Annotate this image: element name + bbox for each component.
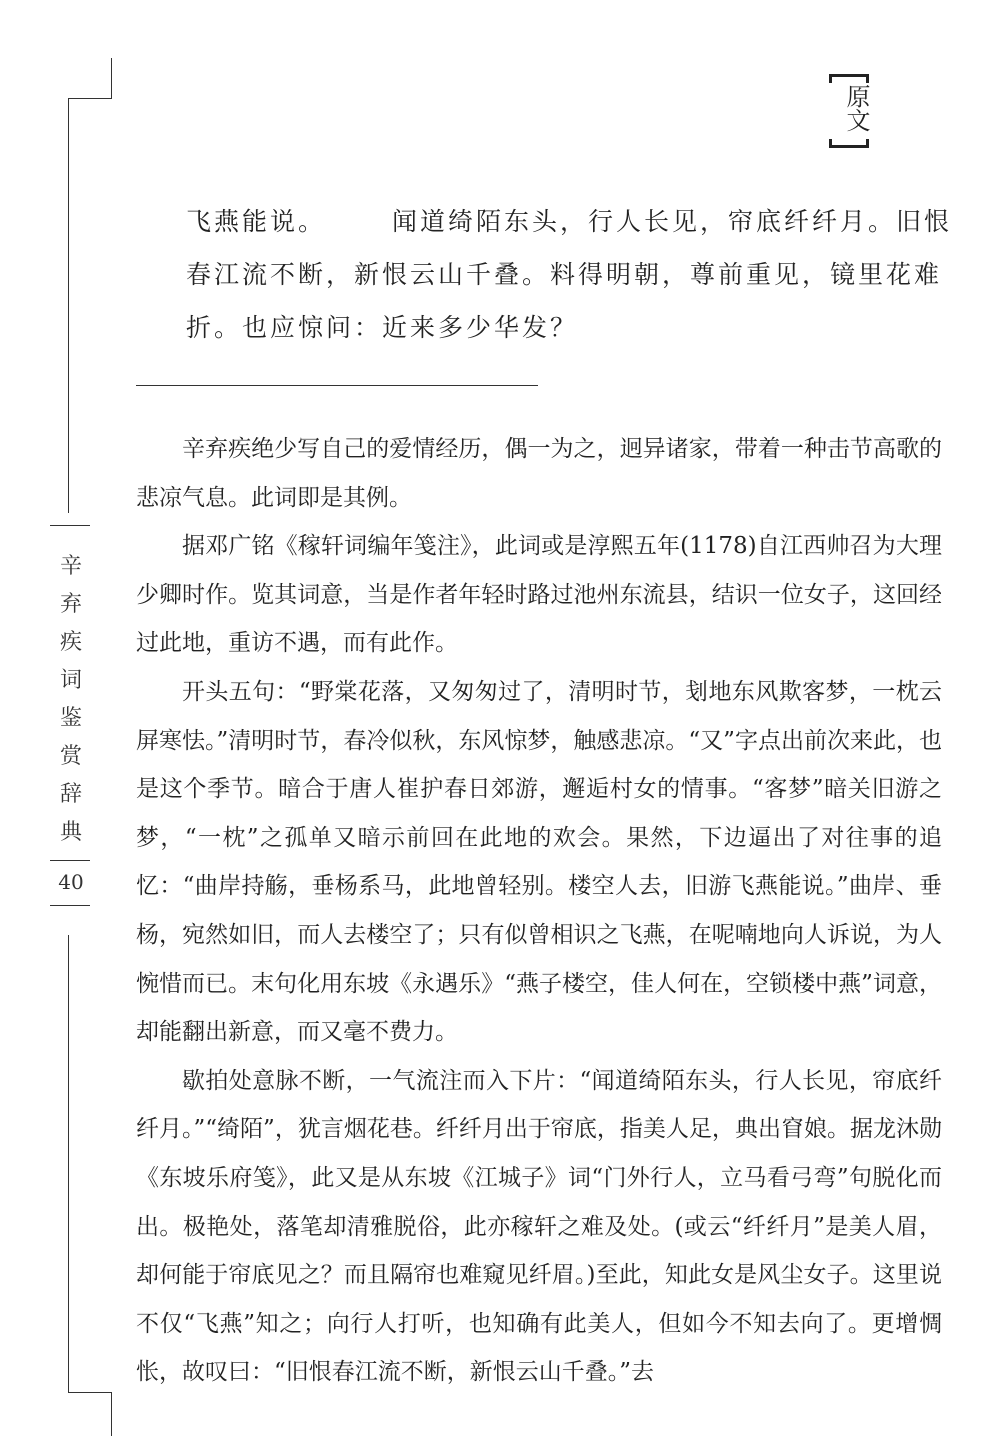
margin-rule-bottom-stub: [111, 1392, 112, 1436]
page-number: 40: [58, 870, 84, 894]
book-title-char: 弃: [59, 592, 82, 617]
section-label-text: 原文: [842, 84, 870, 132]
margin-divider-3: [50, 905, 90, 906]
margin-divider-1: [50, 525, 90, 526]
commentary-text: [136, 425, 942, 1397]
poem-line: 春江流不断，新恨云山千叠。料得明朝，尊前重见，镜里花难: [186, 260, 943, 289]
margin-rule-top-stub: [111, 58, 112, 99]
margin-divider-2: [50, 860, 90, 861]
poem-text: [186, 195, 953, 354]
book-title-char: 辛: [59, 554, 82, 579]
section-label: [829, 74, 870, 148]
section-label-bracket-bottom: [829, 139, 869, 148]
watermark: [2, 965, 62, 1215]
margin-tick-top: [68, 98, 112, 99]
book-title-char: 典: [59, 820, 82, 845]
book-title-char: 辞: [59, 782, 82, 807]
book-title-char: 鉴: [59, 706, 82, 731]
book-title-char: 赏: [59, 744, 82, 769]
paragraph: 开头五句：“野棠花落，又匆匆过了，清明时节，刬地东风欺客梦，一枕云屏寒怯。”清明时节，春冷似秋，东风惊梦，触感悲凉。“又”字点出前次来此，也是这个季节。暗合于唐人崔护春日郊游，邂逅村女的情事。“客梦”暗关旧游之梦，“一枕”之孤单又暗示前回在此地的欢会。果然，下边逼出了对往事的追忆：“曲岸持觞，垂杨系马，此地曾轻别。楼空人去，旧游飞燕能说。”曲岸、垂杨，宛然如旧，而人去楼空了；只有似曾相识之飞燕，在呢喃地向人诉说，为人惋惜而已。末句化用东坡《永遇乐》“燕子楼空，佳人何在，空锁楼中燕”词意，却能翻出新意，而又毫不费力。: [136, 678, 942, 1046]
paragraph: 据邓广铭《稼轩词编年笺注》，此词或是淳熙五年(1178)自江西帅召为大理少卿时作。览其词意，当是作者年轻时路过池州东流县，结识一位女子，这回经过此地，重访不遇，而有此作。: [136, 533, 942, 657]
margin-rule-top: [68, 98, 69, 513]
paragraph: 辛弃疾绝少写自己的爱情经历，偶一为之，迥异诸家，带着一种击节高歌的悲凉气息。此词即是其例。: [136, 436, 942, 511]
margin-tick-bottom: [68, 1392, 112, 1393]
poem-line: 折。也应惊问：近来多少华发？: [186, 313, 579, 342]
poem-line: 飞燕能说。 闻道绮陌东头，行人长见，帘底纤纤月。旧恨: [186, 207, 953, 236]
margin-rule-bottom: [68, 935, 69, 1393]
book-title: [54, 548, 88, 852]
book-title-char: 词: [59, 668, 82, 693]
section-label-bracket-top: [829, 74, 869, 83]
section-separator: [136, 385, 538, 386]
paragraph: 歇拍处意脉不断，一气流注而入下片：“闻道绮陌东头，行人长见，帘底纤纤月。”“绮陌”，犹言烟花巷。纤纤月出于帘底，指美人足，典出窅娘。据龙沐勋《东坡乐府笺》，此又是从东坡《江城子》词“门外行人，立马看弓弯”句脱化而出。极艳处，落笔却清雅脱俗，此亦稼轩之难及处。(或云“纤纤月”是美人眉，却何能于帘底见之？而且隔帘也难窥见纤眉。)至此，知此女是风尘女子。这里说不仅“飞燕”知之；向行人打听，也知确有此美人，但如今不知去向了。更增惆怅，故叹曰：“旧恨春江流不断，新恨云山千叠。”去: [136, 1067, 942, 1386]
book-title-char: 疾: [59, 630, 82, 655]
